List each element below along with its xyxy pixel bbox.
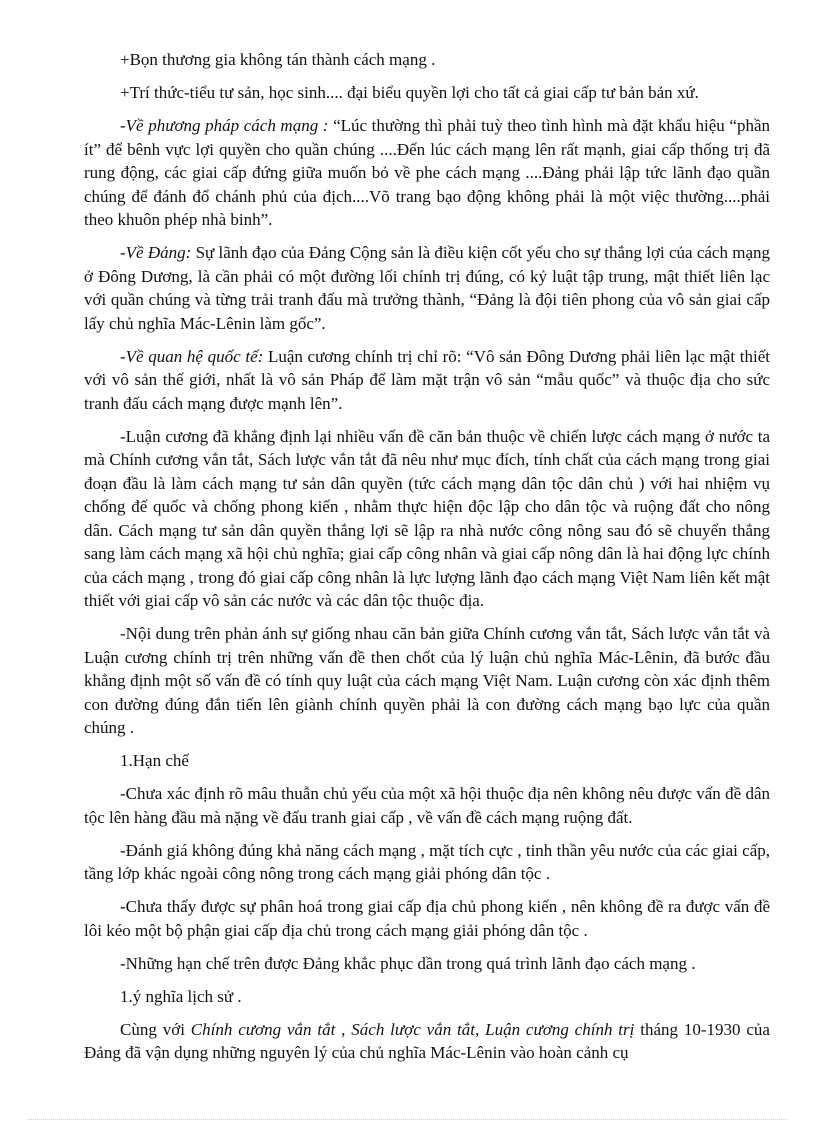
paragraph-14 — [84, 1018, 770, 1065]
paragraph-text: Sự lãnh đạo của Đảng Cộng sản là điều kiện cốt yếu cho sự thắng lợi của cách mạng ở Đông Dương, là cần phải có một đường lối chính trị đúng, có kỷ luật tập trung, mật thiết liên lạc với quần chúng và từng trải tranh đấu mà trưởng thành, “Đảng là đội tiên phong của vô sản giai cấp lấy chủ nghĩa Mác-Lênin làm gốc”. — [84, 243, 771, 333]
page-bottom-border — [28, 1119, 788, 1120]
section-heading-han-che — [84, 749, 770, 773]
paragraph-text: -Những hạn chế trên được Đảng khắc phục dần trong quá trình lãnh đạo cách mạng . — [120, 953, 696, 973]
paragraph-lead: -Về phương pháp cách mạng : — [120, 116, 329, 135]
paragraph-5 — [84, 345, 770, 416]
paragraph-text: -Luận cương đã khẳng định lại nhiều vấn đề căn bản thuộc về chiến lược cách mạng ở nước ta mà Chính cương vắn tắt, Sách lược vắn tắt đã nêu như mục đích, tính chất của cách mạng trong giai đoạn đầu là làm cách mạng tư sản dân quyền (tức cách mạng dân tộc dân chủ ) với hai nhiệm vụ chống đế quốc và chống phong kiến , nhằm thực hiện độc lập cho dân tộc và ruộng đất cho nông dân. Cách mạng tư sản dân quyền thắng lợi sẽ lập ra nhà nước công nông sau đó sẽ chuyển thẳng sang làm cách mạng xã hội chủ nghĩa; giai cấp công nhân và giai cấp nông dân là hai động lực chính của cách mạng , trong đó giai cấp công nhân là lực lượng lãnh đạo cách mạng Việt Nam liên kết mật thiết với giai cấp vô sản các nước và các dân tộc thuộc địa. — [84, 426, 770, 610]
paragraph-text: -Đánh giá không đúng khả năng cách mạng , mặt tích cực , tinh thần yêu nước của các giai cấp, tầng lớp khác ngoài công nông trong cách mạng giải phóng dân tộc . — [84, 840, 770, 883]
paragraph-2 — [84, 81, 770, 105]
paragraph-7 — [84, 622, 770, 740]
paragraph-6 — [84, 425, 770, 613]
paragraph-1 — [84, 48, 770, 72]
paragraph-text: -Nội dung trên phản ánh sự giống nhau căn bản giữa Chính cương vắn tắt, Sách lược vắn tắt và Luận cương chính trị trên những vấn đề then chốt của lý luận chủ nghĩa Mác-Lênin, đã bước đầu khẳng định một số vấn đề có tính quy luật của cách mạng Việt Nam. Luận cương còn xác định thêm con đường đúng đắn tiến lên giành chính quyền phải là con đường cách mạng bạo lực của quần chúng . — [84, 624, 770, 737]
paragraph-text: +Trí thức-tiểu tư sản, học sinh.... đại biểu quyền lợi cho tất cả giai cấp tư bản bản xứ. — [120, 83, 699, 102]
paragraph-10 — [84, 839, 770, 886]
paragraph-9 — [84, 782, 770, 829]
paragraph-3 — [84, 114, 770, 232]
paragraph-text: -Chưa thấy được sự phân hoá trong giai cấp địa chủ phong kiến , nên không đề ra được vấn đề lôi kéo một bộ phận giai cấp địa chủ trong cách mạng giải phóng dân tộc . — [84, 897, 770, 940]
heading-text: 1.ý nghĩa lịch sử . — [120, 986, 242, 1006]
paragraph-text: “Lúc thường thì phải tuỳ theo tình hình mà đặt khẩu hiệu “phần ít” để bênh vực lợi quyền cho quần chúng ....Đến lúc cách mạng lên rất mạnh, giai cấp thống trị đã rung động, các giai cấp đứng giữa muốn bỏ về phe cách mạng ....Đảng phải lập tức lãnh đạo quần chúng để đánh đổ chánh phủ của địch....Võ trang bạo động không phải là một việc thường....phải theo khuôn phép nhà binh”. — [84, 116, 770, 229]
paragraph-lead: -Về Đảng: — [120, 243, 192, 262]
paragraph-italic: Chính cương vắn tắt , Sách lược vắn tắt, Luận cương chính trị — [190, 1019, 635, 1039]
paragraph-text: tháng 10-1930 của Đảng đã vận dụng những nguyên lý của chủ nghĩa Mác-Lênin vào hoàn cảnh cụ — [84, 1019, 770, 1062]
paragraph-12 — [84, 952, 770, 976]
section-heading-y-nghia — [84, 985, 770, 1009]
heading-text: 1.Hạn chế — [120, 751, 189, 770]
paragraph-11 — [84, 895, 770, 942]
document-page — [84, 48, 770, 1074]
paragraph-text: -Chưa xác định rõ mâu thuẫn chủ yếu của một xã hội thuộc địa nên không nêu được vấn đề dân tộc lên hàng đầu mà nặng về đấu tranh giai cấp , về vấn đề cách mạng ruộng đất. — [84, 784, 770, 827]
paragraph-text: Luận cương chính trị chỉ rõ: “Vô sản Đông Dương phải liên lạc mật thiết với vô sản thế giới, nhất là vô sản Pháp để làm mặt trận vô sản “mẫu quốc” và thuộc địa cho sức tranh đấu cách mạng được mạnh lên”. — [84, 346, 770, 413]
paragraph-lead: -Về quan hệ quốc tế: — [120, 346, 264, 366]
paragraph-text: +Bọn thương gia không tán thành cách mạng . — [120, 50, 436, 69]
paragraph-text: Cùng với — [120, 1019, 191, 1039]
paragraph-4 — [84, 241, 770, 335]
